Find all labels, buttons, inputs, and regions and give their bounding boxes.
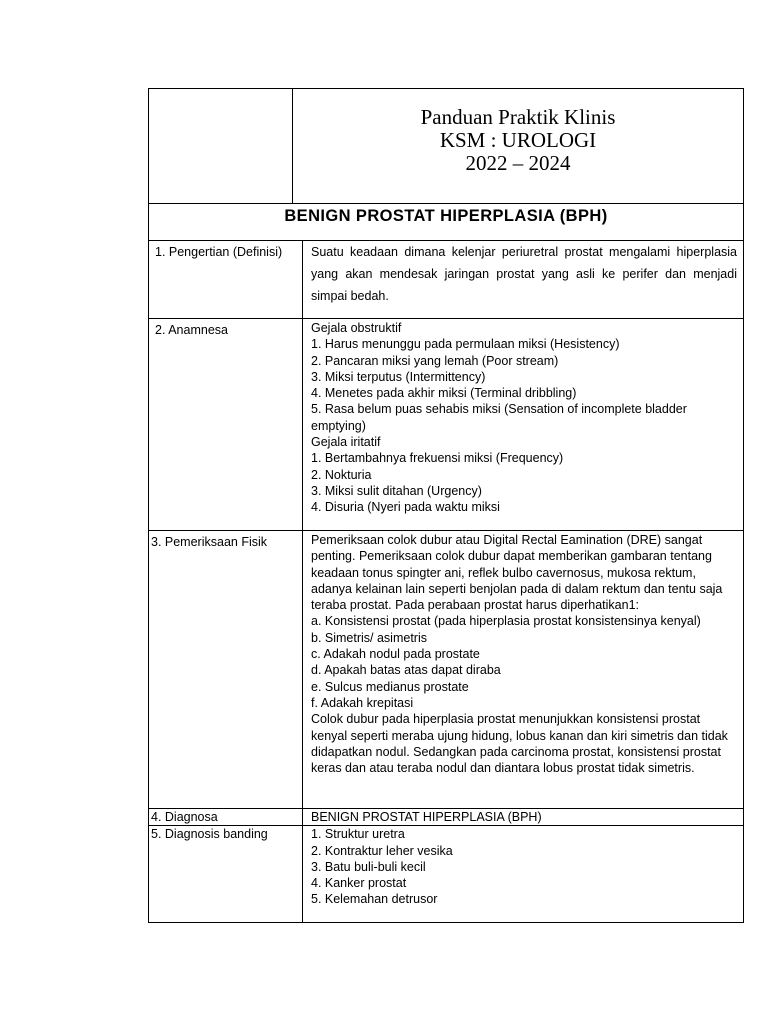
anamnesa-line: 2. Pancaran miksi yang lemah (Poor stream): [311, 353, 559, 368]
header-table: [148, 88, 744, 204]
banding-item: 5. Kelemahan detrusor: [311, 892, 438, 907]
label-anamnesa: 2. Anamnesa: [149, 319, 303, 531]
label-pemeriksaan-fisik: 3. Pemeriksaan Fisik: [149, 531, 303, 809]
anamnesa-line: 2. Nokturia: [311, 467, 372, 482]
row-pengertian: [149, 241, 744, 319]
anamnesa-line: 1. Bertambahnya frekuensi miksi (Frequency): [311, 451, 564, 466]
banding-item: 3. Batu buli-buli kecil: [311, 859, 426, 874]
pemeriksaan-item: b. Simetris/ asimetris: [311, 630, 427, 645]
anamnesa-line: 4. Disuria (Nyeri pada waktu miksi: [311, 500, 500, 515]
row-diagnosa: [149, 809, 744, 826]
clinical-guideline-document: [148, 88, 744, 923]
header-line-2: KSM : UROLOGI: [439, 128, 597, 152]
anamnesa-line: 3. Miksi sulit ditahan (Urgency): [311, 483, 482, 498]
anamnesa-line: 5. Rasa belum puas sehabis miksi (Sensation of incomplete bladder emptying): [311, 402, 687, 433]
pemeriksaan-intro: Pemeriksaan colok dubur atau Digital Rectal Eamination (DRE) sangat penting. Pemeriksaan colok dubur dapat memberikan gambaran tentang keadaan tonus spingter ani, reflek bulbo cavernosus, mukosa rektum, adanya kelainan lain seperti benjolan pada di dalam rektum dan tentu saja teraba prostat. Pada perabaan prostat harus diperhatikan1:: [311, 533, 723, 613]
banding-item: 1. Struktur uretra: [311, 827, 405, 842]
pemeriksaan-item: c. Adakah nodul pada prostate: [311, 647, 480, 662]
pemeriksaan-item: e. Sulcus medianus prostate: [311, 679, 469, 694]
row-pemeriksaan-fisik: [149, 531, 744, 809]
header-line-3: 2022 – 2024: [465, 151, 571, 175]
value-diagnosis-banding: [303, 826, 744, 923]
value-pemeriksaan-fisik: [303, 531, 744, 809]
label-diagnosis-banding: 5. Diagnosis banding: [149, 826, 303, 923]
anamnesa-line: 4. Menetes pada akhir miksi (Terminal dribbling): [311, 386, 577, 401]
label-pengertian: 1. Pengertian (Definisi): [149, 241, 303, 319]
label-diagnosa: 4. Diagnosa: [149, 809, 303, 826]
anamnesa-line: Gejala obstruktif: [311, 321, 402, 335]
anamnesa-line: 3. Miksi terputus (Intermittency): [311, 369, 486, 384]
anamnesa-line: 1. Harus menunggu pada permulaan miksi (Hesistency): [311, 337, 620, 352]
row-anamnesa: [149, 319, 744, 531]
value-diagnosa: BENIGN PROSTAT HIPERPLASIA (BPH): [303, 809, 744, 826]
logo-cell: [149, 89, 293, 204]
content-table: [148, 240, 744, 923]
header-line-1: Panduan Praktik Klinis: [420, 105, 616, 129]
document-title: BENIGN PROSTAT HIPERPLASIA (BPH): [149, 204, 744, 241]
title-table: [148, 203, 744, 241]
pemeriksaan-item: a. Konsistensi prostat (pada hiperplasia prostat konsistensinya kenyal): [311, 614, 701, 629]
pemeriksaan-item: f. Adakah krepitasi: [311, 695, 414, 710]
anamnesa-line: Gejala iritatif: [311, 435, 381, 450]
value-pengertian: Suatu keadaan dimana kelenjar periuretral prostat mengalami hiperplasia yang akan mendesak jaringan prostat yang asli ke perifer dan menjadi simpai bedah.: [303, 241, 744, 319]
banding-item: 4. Kanker prostat: [311, 876, 407, 891]
banding-item: 2. Kontraktur leher vesika: [311, 843, 453, 858]
header-title-cell: [293, 89, 744, 204]
pemeriksaan-item: d. Apakah batas atas dapat diraba: [311, 663, 501, 678]
value-anamnesa: [303, 319, 744, 531]
row-diagnosis-banding: [149, 826, 744, 923]
pemeriksaan-closing: Colok dubur pada hiperplasia prostat menunjukkan konsistensi prostat kenyal seperti meraba ujung hidung, lobus kanan dan kiri simetris dan tidak didapatkan nodul. Sedangkan pada carcinoma prostat, konsistensi prostat keras dan atau teraba nodul dan diantara lobus prostat tidak simetris.: [311, 712, 728, 776]
